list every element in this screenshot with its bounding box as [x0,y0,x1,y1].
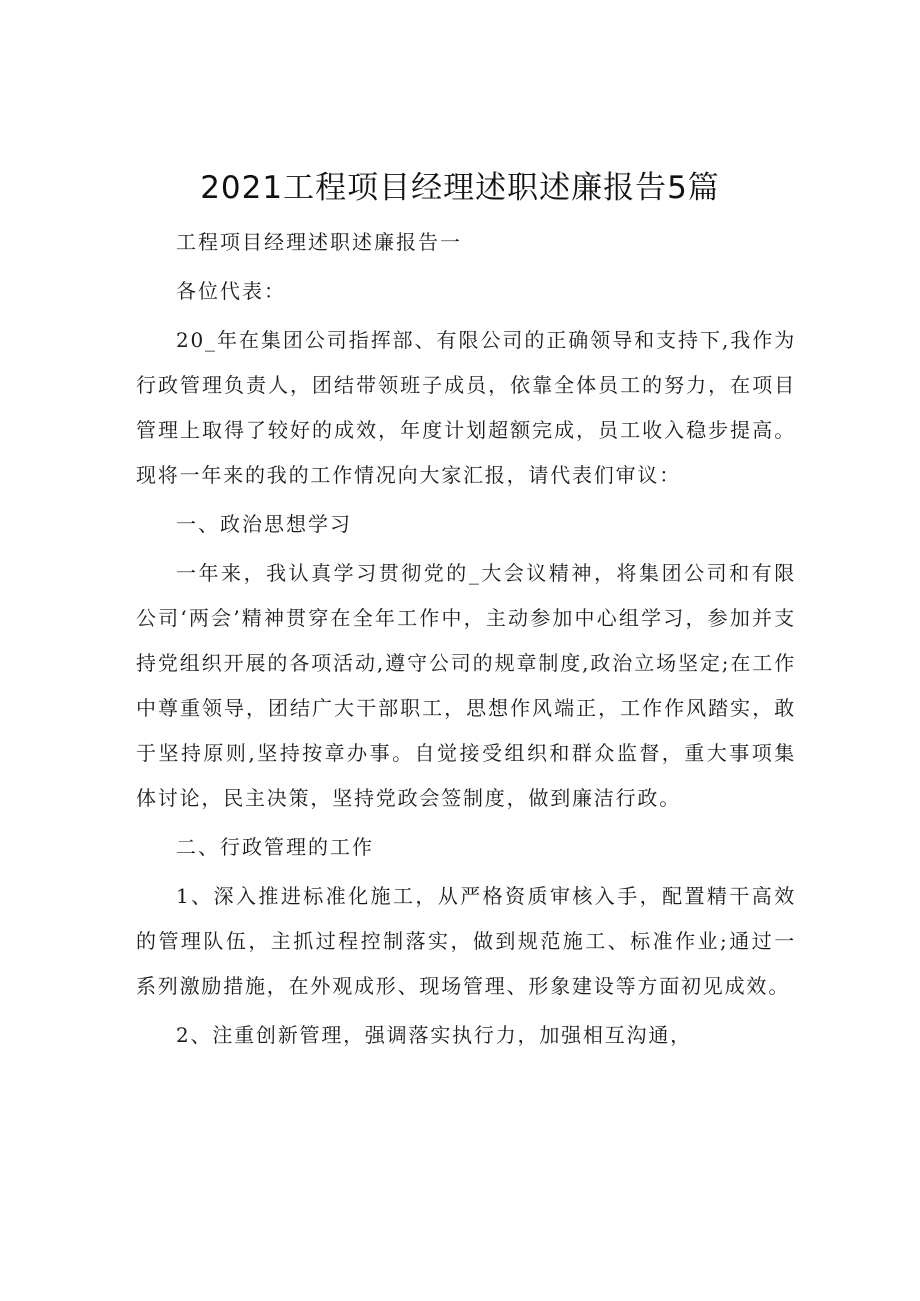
admin-item-1-paragraph: 1、深入推进标准化施工，从严格资质审核入手，配置精干高效的管理队伍，主抓过程控制落实，做到规范施工、标准作业;通过一系列激励措施，在外观成形、现场管理、形象建设等方面初见成效。 [136,884,796,998]
admin-item-2-paragraph: 2、注重创新管理，强调落实执行力，加强相互沟通， [176,1023,692,1047]
section-heading-political-study: 一、政治思想学习 [176,512,352,536]
salutation: 各位代表： [176,279,286,303]
political-study-paragraph: 一年来，我认真学习贯彻党的_大会议精神，将集团公司和有限公司‘两会’精神贯穿在全年工作中，主动参加中心组学习，参加并支持党组织开展的各项活动,遵守公司的规章制度,政治立场坚定;在工作中尊重领导，团结广大干部职工，思想作风端正，工作作风踏实，敢于坚持原则,坚持按章办事。自觉接受组织和群众监督，重大事项集体讨论，民主决策，坚持党政会签制度，做到廉洁行政。 [136,561,796,810]
section-heading-admin-management: 二、行政管理的工作 [176,835,374,859]
report-subtitle: 工程项目经理述职述廉报告一 [176,230,462,254]
intro-paragraph: 20_年在集团公司指挥部、有限公司的正确领导和支持下,我作为行政管理负责人，团结带领班子成员，依靠全体员工的努力，在项目管理上取得了较好的成效，年度计划超额完成，员工收入稳步提高。现将一年来的我的工作情况向大家汇报，请代表们审议： [136,328,796,487]
document-title: 2021工程项目经理述职述廉报告5篇 [200,170,720,206]
document-body [136,220,796,1062]
